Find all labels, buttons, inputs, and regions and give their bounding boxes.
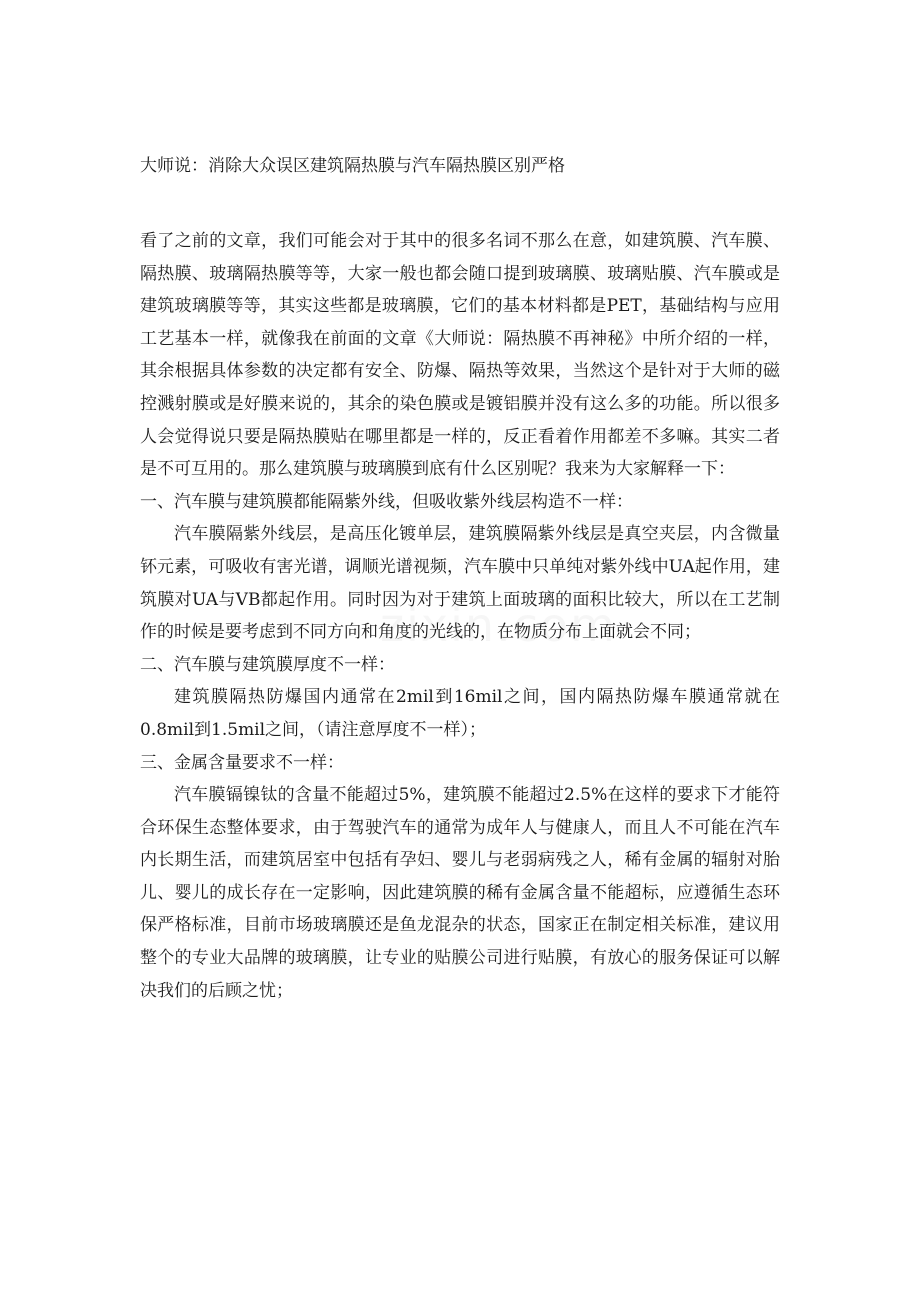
document-title: 大师说：消除大众误区建筑隔热膜与汽车隔热膜区别严格	[140, 156, 565, 176]
section-heading-1: 一、汽车膜与建筑膜都能隔紫外线，但吸收紫外线层构造不一样：	[140, 491, 633, 512]
section-heading-2: 二、汽车膜与建筑膜厚度不一样：	[140, 654, 395, 675]
section-body-3: 汽车膜镉镍钛的含量不能超过5%，建筑膜不能超过2.5%在这样的要求下才能符合环保生态整体要求，由于驾驶汽车的通常为成年人与健康人，而且人不可能在汽车内长期生活，而建筑居室中包括有孕妇、婴儿与老弱病残之人，稀有金属的辐射对胎儿、婴儿的成长存在一定影响，因此建筑膜的稀有金属含量不能超标，应遵循生态环保严格标准，目前市场玻璃膜还是鱼龙混杂的状态，国家正在制定相关标准，建议用整个的专业大品牌的玻璃膜，让专业的贴膜公司进行贴膜，有放心的服务保证可以解决我们的后顾之忧；	[140, 785, 780, 1001]
section-body-1: 汽车膜隔紫外线层，是高压化镀单层，建筑膜隔紫外线层是真空夹层，内含微量钚元素，可吸收有害光谱，调顺光谱视频，汽车膜中只单纯对紫外线中UA起作用，建筑膜对UA与VB都起作用。同时因为对于建筑上面玻璃的面积比较大，所以在工艺制作的时候是要考虑到不同方向和角度的光线的，在物质分布上面就会不同；	[140, 524, 780, 643]
section-heading-3: 三、金属含量要求不一样：	[140, 752, 344, 773]
paragraph-intro: 看了之前的文章，我们可能会对于其中的很多名词不那么在意，如建筑膜、汽车膜、隔热膜、玻璃隔热膜等等，大家一般也都会随口提到玻璃膜、玻璃贴膜、汽车膜或是建筑玻璃膜等等，其实这些都是玻璃膜，它们的基本材料都是PET，基础结构与应用工艺基本一样，就像我在前面的文章《大师说：隔热膜不再神秘》中所介绍的一样，其余根据具体参数的决定都有安全、防爆、隔热等效果，当然这个是针对于大师的磁控溅射膜或是好膜来说的，其余的染色膜或是镀铝膜并没有这么多的功能。所以很多人会觉得说只要是隔热膜贴在哪里都是一样的，反正看着作用都差不多嘛。其实二者是不可互用的。那么建筑膜与玻璃膜到底有什么区别呢？我来为大家解释一下：	[140, 231, 780, 480]
section-body-2: 建筑膜隔热防爆国内通常在2mil到16mil之间，国内隔热防爆车膜通常就在0.8mil到1.5mil之间，（请注意厚度不一样）；	[140, 687, 780, 740]
document-body	[140, 225, 780, 1007]
